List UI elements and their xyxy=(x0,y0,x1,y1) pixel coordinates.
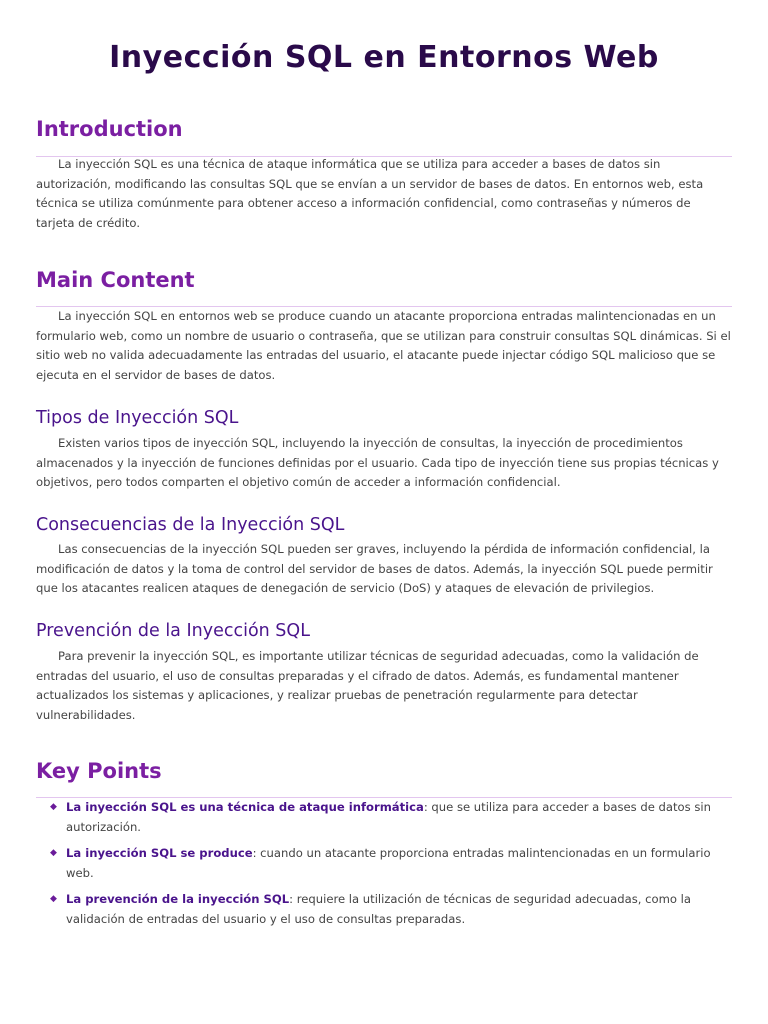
list-item xyxy=(36,798,732,837)
section-heading-introduction: Introduction xyxy=(36,117,183,141)
introduction-paragraph: La inyección SQL es una técnica de ataque informática que se utiliza para acceder a bases de datos sin autorización, modificando las consultas SQL que se envían a un servidor de bases de datos. En entornos web, esta técnica se utiliza comúnmente para obtener acceso a información confidencial, como contraseñas y números de tarjeta de crédito. xyxy=(36,157,704,230)
subsection-paragraph-prevencion: Para prevenir la inyección SQL, es importante utilizar técnicas de seguridad adecuadas, como la validación de entradas del usuario, el uso de consultas preparadas y el cifrado de datos. Además, es fundamental mantener actualizados los sistemas y aplicaciones, y realizar pruebas de penetración regularmente para detectar vulnerabilidades. xyxy=(36,649,699,722)
list-item-body xyxy=(36,844,732,883)
list-item-text: : cuando un atacante proporciona entradas malintencionadas en un formulario web. xyxy=(66,846,711,880)
subsection-heading-tipos: Tipos de Inyección SQL xyxy=(36,408,239,428)
list-item-term: La inyección SQL es una técnica de ataque informática xyxy=(66,800,424,814)
main-content-paragraph: La inyección SQL en entornos web se produce cuando un atacante proporciona entradas malintencionadas en un formulario web, como un nombre de usuario o contraseña, que se utilizan para construir consultas SQL dinámicas. Si el sitio web no valida adecuadamente las entradas del usuario, el atacante puede injectar código SQL malicioso que se ejecuta en el servidor de bases de datos. xyxy=(36,309,731,382)
list-item-term: La inyección SQL se produce xyxy=(66,846,253,860)
section-heading-main-content: Main Content xyxy=(36,268,195,292)
list-item xyxy=(36,844,732,883)
bullet-icon: ◆ xyxy=(50,894,57,904)
list-item-text: : requiere la utilización de técnicas de seguridad adecuadas, como la validación de entradas del usuario y el uso de consultas preparadas. xyxy=(66,892,691,926)
list-item-text: : que se utiliza para acceder a bases de datos sin autorización. xyxy=(66,800,711,834)
page-title: Inyección SQL en Entornos Web xyxy=(109,40,659,75)
list-item-term: La prevención de la inyección SQL xyxy=(66,892,290,906)
bullet-icon: ◆ xyxy=(50,802,57,812)
bullet-icon: ◆ xyxy=(50,848,57,858)
subsection-paragraph-consecuencias: Las consecuencias de la inyección SQL pueden ser graves, incluyendo la pérdida de información confidencial, la modificación de datos y la toma de control del servidor de bases de datos. Además, la inyección SQL puede permitir que los atacantes realicen ataques de denegación de servicio (DoS) y ataques de elevación de privilegios. xyxy=(36,542,713,596)
list-item-body xyxy=(36,890,732,929)
subsection-heading-prevencion: Prevención de la Inyección SQL xyxy=(36,621,310,641)
subsection-paragraph-tipos: Existen varios tipos de inyección SQL, incluyendo la inyección de consultas, la inyección de procedimientos almacenados y la inyección de funciones definidas por el usuario. Cada tipo de inyección tiene sus propias técnicas y objetivos, pero todos comparten el objetivo común de acceder a información confidencial. xyxy=(36,436,719,490)
list-item xyxy=(36,890,732,929)
subsection-heading-consecuencias: Consecuencias de la Inyección SQL xyxy=(36,515,345,535)
list-item-body xyxy=(36,798,732,837)
section-heading-key-points: Key Points xyxy=(36,759,162,783)
